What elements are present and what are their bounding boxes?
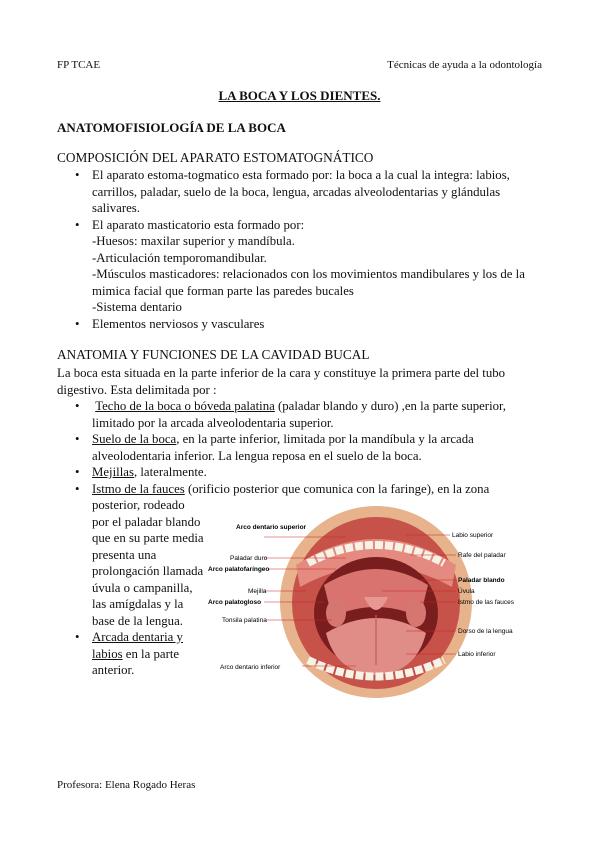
- figure-label: Paladar duro: [230, 555, 268, 562]
- bullet: •: [75, 465, 80, 479]
- list-item-text: Elementos nerviosos y vasculares: [92, 316, 265, 331]
- isthmus-continuation: posterior, rodeado por el paladar blando que en su parte media presenta una prolongación llamada úvula o campanilla, las amígdalas y la base de la lengua.: [92, 498, 204, 628]
- list-item-text: El aparato masticatorio esta formado por:: [92, 217, 305, 232]
- bullet: •: [75, 630, 80, 644]
- masticatory-part: -Músculos masticadores: relacionados con los movimientos mandibulares y los de la mimica facial que forman parte las paredes bucales: [92, 267, 525, 298]
- term: Mejillas: [92, 465, 134, 479]
- bullet: •: [75, 432, 80, 446]
- figure-label: Istmo de las fauces: [458, 599, 514, 606]
- figure-label: Arco dentario superior: [236, 524, 307, 531]
- footer: Profesora: Elena Rogado Heras: [57, 779, 196, 791]
- masticatory-part: -Sistema dentario: [92, 300, 182, 314]
- term-description: , en la parte inferior, limitada por la mandíbula y la arcada alveolodentaria inferior. La lengua reposa en el suelo de la boca.: [92, 432, 474, 463]
- bullet: •: [75, 481, 80, 496]
- bullet: •: [75, 316, 80, 331]
- figure-label: Arco dentario inferior: [220, 664, 281, 671]
- list-item-text: El aparato estoma-togmatico esta formado por: la boca a la cual la integra: labios, carrillos, paladar, suelo de la boca, lengua, arcadas alveolodentarias y glándulas salivares.: [92, 168, 510, 215]
- list-item: [75, 316, 547, 333]
- list-item: [75, 464, 547, 481]
- bullet: •: [75, 217, 80, 232]
- anatomy-heading: ANATOMIA Y FUNCIONES DE LA CAVIDAD BUCAL: [57, 347, 370, 362]
- list-item: [75, 629, 202, 679]
- term-description: (orificio posterior que comunica con la faringe), en la zona: [184, 481, 490, 496]
- header-left: FP TCAE: [57, 59, 101, 71]
- figure-label: Mejilla: [248, 588, 267, 595]
- figure-label: Arco palatogloso: [208, 599, 262, 606]
- list-item: [75, 217, 547, 316]
- term: Istmo de la fauces: [92, 481, 185, 496]
- figure-label: Paladar blando: [458, 577, 505, 584]
- anatomy-intro: La boca esta situada en la parte inferior de la cara y constituye la primera parte del tubo digestivo. Esta delimitada por :: [57, 366, 506, 397]
- composition-heading: COMPOSICIÓN DEL APARATO ESTOMATOGNÁTICO: [57, 150, 374, 165]
- term: Suelo de la boca: [92, 432, 177, 446]
- term-description: , lateralmente.: [133, 465, 207, 479]
- list-item: [75, 167, 547, 217]
- composition-list: [75, 167, 547, 332]
- masticatory-part: -Articulación temporomandibular.: [92, 250, 267, 265]
- section-heading: ANATOMOFISIOLOGÍA DE LA BOCA: [57, 120, 286, 135]
- term-description: (paladar blando y duro) ,en la parte superior, limitado por la arcada alveolodentaria superior.: [92, 399, 506, 430]
- list-item: [75, 398, 547, 431]
- mouth-anatomy-figure: [206, 505, 546, 700]
- term: Arcada dentaria y labios: [92, 630, 183, 661]
- figure-label: Labio superior: [452, 532, 494, 539]
- bullet: •: [75, 168, 80, 182]
- figure-label: Labio inferior: [458, 651, 496, 658]
- figure-label: Úvula: [458, 588, 475, 595]
- term: Techo de la boca o bóveda palatina: [95, 399, 275, 413]
- term-description: en la parte anterior.: [92, 646, 180, 677]
- figure-label: Dorso de la lengua: [458, 628, 513, 635]
- figure-label: Rafe del paladar: [458, 552, 506, 559]
- bullet: •: [75, 399, 80, 413]
- page-title: LA BOCA Y LOS DIENTES.: [218, 88, 381, 103]
- list-item: [75, 431, 547, 464]
- masticatory-part: -Huesos: maxilar superior y mandíbula.: [92, 234, 295, 248]
- figure-label: Arco palatofaríngeo: [208, 566, 270, 573]
- header-right: Técnicas de ayuda a la odontología: [387, 59, 542, 71]
- figure-label: Tonsila palatina: [222, 617, 267, 624]
